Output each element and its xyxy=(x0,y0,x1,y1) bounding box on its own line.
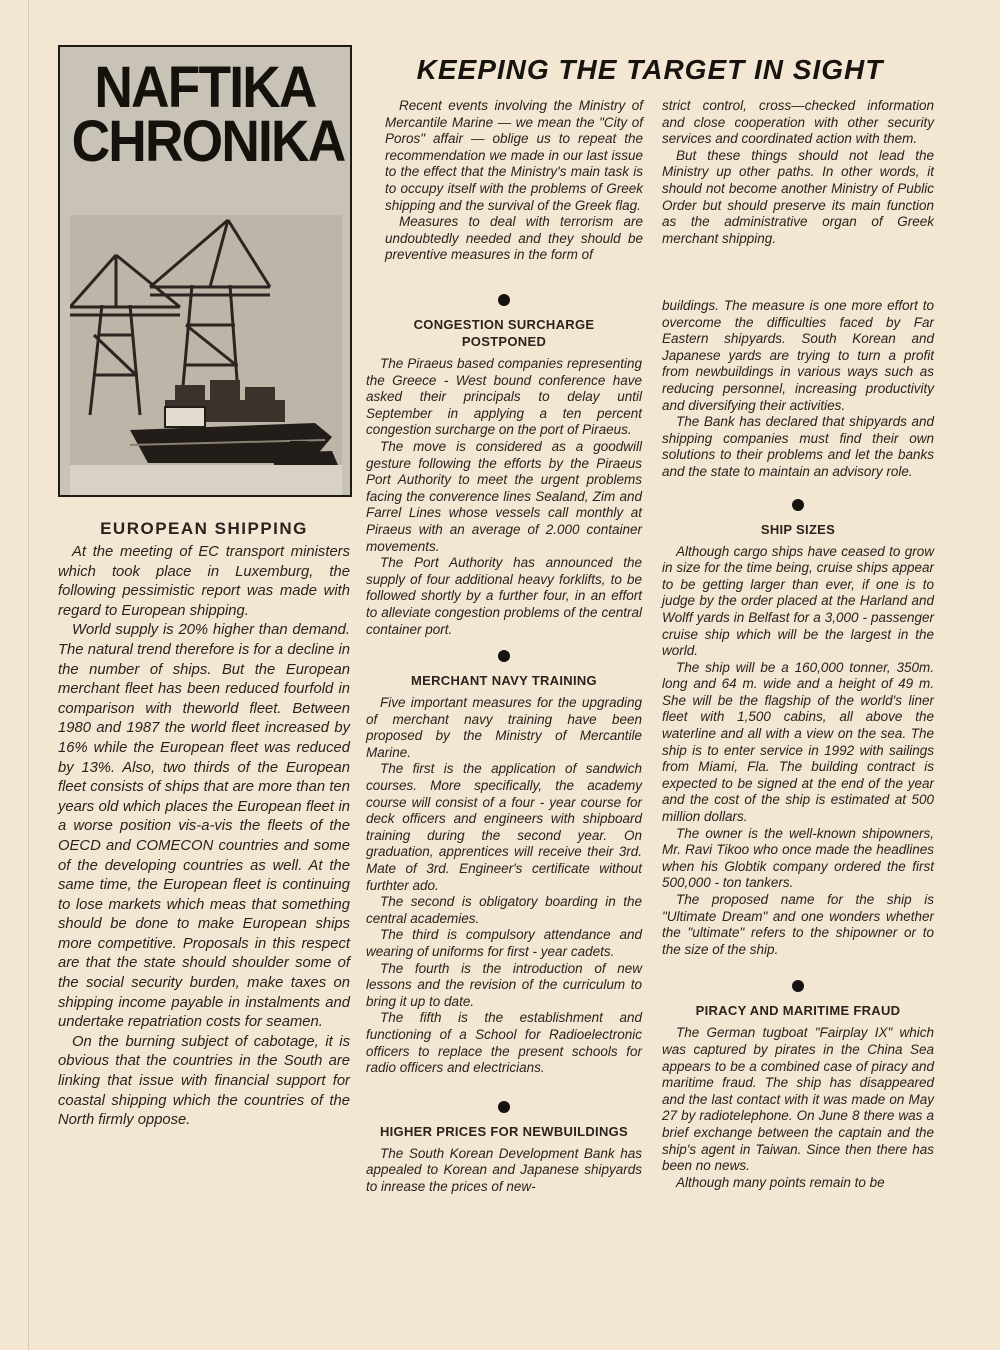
masthead-title xyxy=(71,55,345,174)
bullet-separator xyxy=(498,650,510,662)
page-edge xyxy=(28,0,29,1350)
article-paragraph: The first is the application of sandwich courses. More specifically, the academy course will consist of a four - year course for deck officers and engineers with shipboard training during the second year. On graduation, apprentices will receive their 3rd. Mate of 3rd. Engineer's certificate without furthter ado. xyxy=(366,761,642,893)
article-paragraph: At the meeting of EC transport ministers which took place in Luxemburg, the following pessimistic report was made with regard to European shipping. xyxy=(58,544,350,619)
article-paragraph: The Piraeus based companies representing the Greece - West bound conference have asked their principals to delay until September in applying a ten percent congestion surcharge on the port of Piraeus. xyxy=(366,356,642,438)
article-paragraph: The Bank has declared that shipyards and shipping companies must find their own solutions to their problems and let the banks and the state to maintain an advisory role. xyxy=(662,414,934,479)
section-heading-newbuildings: HIGHER PRICES FOR NEWBUILDINGS xyxy=(379,1123,629,1139)
article-paragraph: The second is obligatory boarding in the central academies. xyxy=(366,894,642,926)
editorial-column-1 xyxy=(385,98,643,264)
editorial-paragraph: Measures to deal with terrorism are undoubtedly needed and they should be preventive measures in the form of xyxy=(385,214,643,263)
article-paragraph: The ship will be a 160,000 tonner, 350m. long and 64 m. wide and a height of 49 m. She will be the flagship of the world's liner fleet with 1,500 cabins, all above the waterline and all with a view on the sea. The ship is to enter service in 1992 with sailings from Miami, Fla. The building contract is expected to be signed at the end of the year and the cost of the ship is estimated at 500 million dollars. xyxy=(662,659,934,825)
section-heading-piracy: PIRACY AND MARITIME FRAUD xyxy=(695,1003,901,1019)
article-paragraph: The fourth is the introduction of new lessons and the revision of the curriculum to bring it up to date. xyxy=(366,960,642,1009)
bullet-separator xyxy=(792,499,804,511)
article-paragraph: The move is considered as a goodwill gesture following the efforts by the Piraeus Port Authority to meet the urgent problems facing the converence lines Sealand, Zim and Farrel Lines whose vessels call monthly at Piraeus with an average of 2.000 container movements. xyxy=(366,438,642,554)
article-paragraph: The Port Authority has announced the supply of four additional heavy forklifts, to be followed shortly by a further four, in an effort to alleviate congestion problems of the central container port. xyxy=(366,555,642,637)
article-paragraph: Five important measures for the upgrading of merchant navy training have been proposed by the Ministry of Mercantile Marine. xyxy=(366,695,642,760)
article-paragraph: Although cargo ships have ceased to grow in size for the time being, cruise ships appear to be getting larger than ever, if one is to judge by the order placed at the Harland and Wolff yards in Belfast for a 3,000 - passenger cruise ship which will be the largest in the world. xyxy=(662,543,934,659)
section-heading-congestion: CONGESTION SURCHARGE POSTPONED xyxy=(413,317,595,349)
right-column xyxy=(662,298,934,1191)
section-heading-european-shipping: EUROPEAN SHIPPING xyxy=(100,519,308,538)
editorial-column-2 xyxy=(662,98,934,247)
article-paragraph: The fifth is the establishment and functioning of a School for Radioelectronic officers to replace the present schools for radio officers and electricians. xyxy=(366,1010,642,1076)
bullet-separator xyxy=(792,980,804,992)
article-paragraph: The owner is the well-known shipowners, Mr. Ravi Tikoo who once made the headlines when his Globtik company ordered the first 500,000 - ton tankers. xyxy=(662,825,934,891)
article-paragraph: The South Korean Development Bank has appealed to Korean and Japanese shipyards to inrease the prices of new- xyxy=(366,1145,642,1194)
editorial-paragraph: Recent events involving the Ministry of Mercantile Marine — we mean the "City of Poros" affair — oblige us to repeat the recommendation we made in our last issue to the effect that the Ministry's main task is to occupy itself with the problems of Greek shipping and the survival of the Greek flag. xyxy=(385,98,643,213)
section-heading-training: MERCHANT NAVY TRAINING xyxy=(411,673,597,689)
masthead-line-2: CHRONIKA xyxy=(71,109,345,174)
editorial-paragraph: But these things should not lead the Ministry up other paths. In other words, it should not become another Ministry of Public Order but should preserve its main function as the administrative organ of Greek merchant shipping. xyxy=(662,147,934,246)
article-paragraph: The third is compulsory attendance and wearing of uniforms for first - year cadets. xyxy=(366,927,642,959)
article-paragraph: The proposed name for the ship is "Ultimate Dream" and one wonders whether the "ultimate" refers to the shipowner or to the size of the ship. xyxy=(662,892,934,957)
editorial-paragraph: strict control, cross—checked information and close cooperation with other security services and coordinated action with them. xyxy=(662,98,934,147)
article-paragraph: Although many points remain to be xyxy=(676,1174,885,1190)
headline: KEEPING THE TARGET IN SIGHT xyxy=(416,54,884,85)
bullet-separator xyxy=(498,294,510,306)
article-paragraph: On the burning subject of cabotage, it is obvious that the countries in the South are linking that issue with financial support for coastal shipping which the countries of the North firmly oppose. xyxy=(58,1033,350,1129)
section-heading-ship-sizes: SHIP SIZES xyxy=(760,521,836,537)
article-paragraph: World supply is 20% higher than demand. The natural trend therefore is for a decline in the number of ships. But the European merchant fleet has been reduced fourfold in comparison with theworld fleet. Between 1980 and 1987 the world fleet increased by 16% while the European fleet was reduced by 13%. Also, two thirds of the European fleet consists of ships that are more than ten years old which places the European fleet in a worse position vis-a-vis the fleets of the OECD and COMECON countries and some of the developing countries as well. At the same time, the European fleet is continuing to lose markets which meas that something should be done to make European ships more competitive. Proposals in this respect are that the state should shoulder some of the social security burden, make taxes on shipping income payable in instalments and undertake repatriation costs for seamen. xyxy=(58,622,350,1031)
masthead-line-1: NAFTIKA xyxy=(94,55,316,120)
middle-column xyxy=(366,290,642,1196)
bullet-separator xyxy=(498,1101,510,1113)
article-paragraph: buildings. The measure is one more effort to overcome the difficulties faced by Far Eastern shipyards. South Korean and Japanese yards are trying to turn a profit from newbuildings in various ways such as reducing personnel, increasing productivity and diversifying their activities. xyxy=(662,298,934,413)
container-ship-port-icon xyxy=(70,215,342,495)
left-column xyxy=(58,520,350,1131)
article-paragraph: The German tugboat "Fairplay IX" which was captured by pirates in the China Sea appears to be a combined case of piracy and maritime fraud. The ship has disappeared and the last contact with it was made on May 27 by radiotelephone. On June 8 there was a brief exchange between the captain and the ship's agent in Taiwan. Since then there has been no news. xyxy=(662,1025,934,1174)
masthead-box xyxy=(58,45,352,497)
